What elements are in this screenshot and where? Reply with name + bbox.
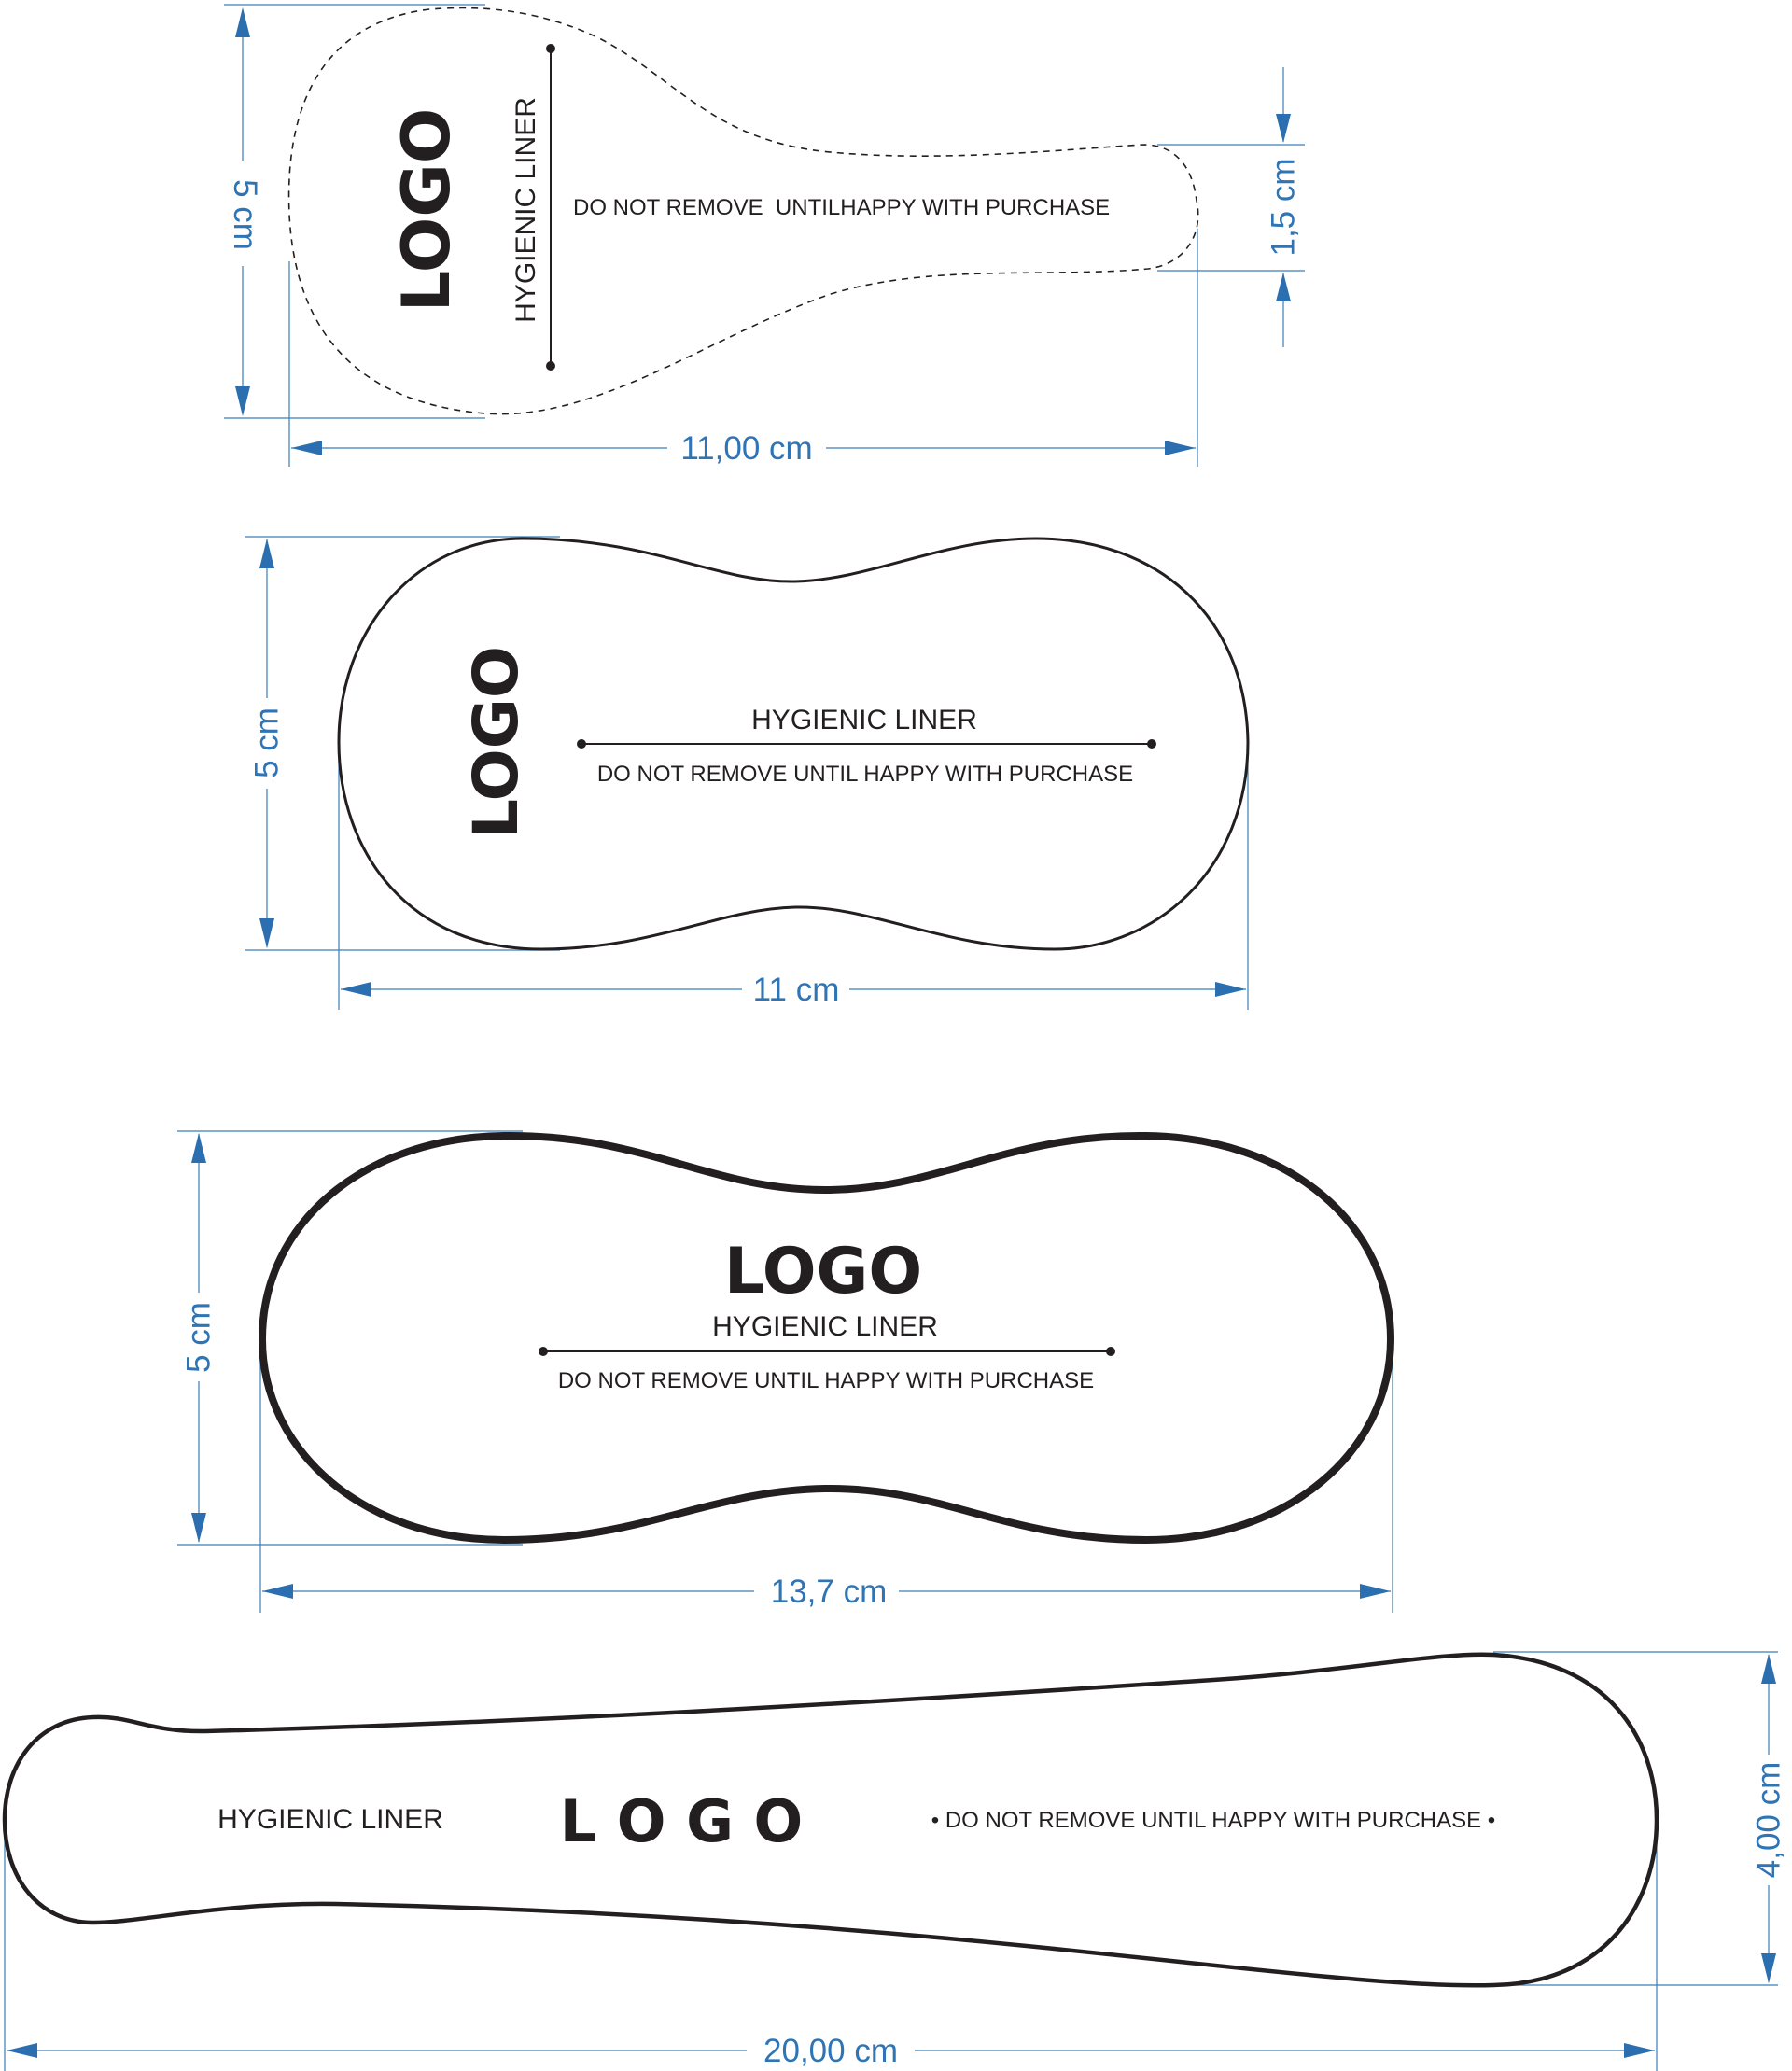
liner-3-logo: LOGO — [723, 1235, 923, 1308]
liner-4-height-label: 4,00 cm — [1750, 1761, 1787, 1879]
liner-2-logo: LOGO — [460, 645, 533, 839]
liner-2-height-dimension — [248, 539, 285, 948]
liner-4-width-dimension — [7, 2033, 1655, 2069]
liner-1-title: HYGIENIC LINER — [510, 97, 541, 323]
liner-1-notice: DO NOT REMOVE UNTILHAPPY WITH PURCHASE — [573, 195, 1111, 220]
liner-1-divider — [546, 44, 555, 371]
liner-1-neck-dimension — [1265, 67, 1301, 347]
liner-3-height-dimension — [180, 1133, 217, 1543]
liner-3 — [177, 1131, 1393, 1613]
liner-4-height-dimension — [1750, 1654, 1786, 1983]
liner-3-height-label: 5 cm — [180, 1302, 217, 1373]
liner-4-logo: L O G O — [559, 1787, 804, 1855]
liner-3-divider — [539, 1347, 1115, 1356]
liner-1-neck-label: 1,5 cm — [1265, 158, 1302, 257]
liner-4-title: HYGIENIC LINER — [217, 1804, 443, 1835]
liner-2-divider — [577, 739, 1156, 749]
liner-1-width-dimension — [291, 430, 1196, 467]
liner-1-height-label: 5 cm — [226, 179, 263, 250]
liner-3-width-dimension — [262, 1574, 1391, 1610]
liner-1-width-label: 11,00 cm — [680, 430, 813, 467]
liner-1 — [224, 5, 1305, 467]
liner-3-width-label: 13,7 cm — [770, 1574, 888, 1610]
liner-4-width-label: 20,00 cm — [763, 2033, 898, 2069]
liner-4 — [5, 1652, 1786, 2071]
liner-2-width-dimension — [341, 972, 1246, 1008]
liner-2-height-label: 5 cm — [248, 707, 286, 778]
liner-1-logo: LOGO — [388, 107, 466, 313]
liner-2-width-label: 11 cm — [752, 972, 840, 1008]
liner-2-title: HYGIENIC LINER — [751, 705, 977, 735]
liner-2-notice: DO NOT REMOVE UNTIL HAPPY WITH PURCHASE — [596, 762, 1134, 787]
liner-3-title: HYGIENIC LINER — [712, 1311, 938, 1342]
liner-3-notice: DO NOT REMOVE UNTIL HAPPY WITH PURCHASE — [557, 1368, 1095, 1393]
liner-1-height-dimension — [227, 7, 263, 416]
liner-2 — [245, 537, 1248, 1010]
liner-4-notice: • DO NOT REMOVE UNTIL HAPPY WITH PURCHASE • — [931, 1808, 1496, 1833]
